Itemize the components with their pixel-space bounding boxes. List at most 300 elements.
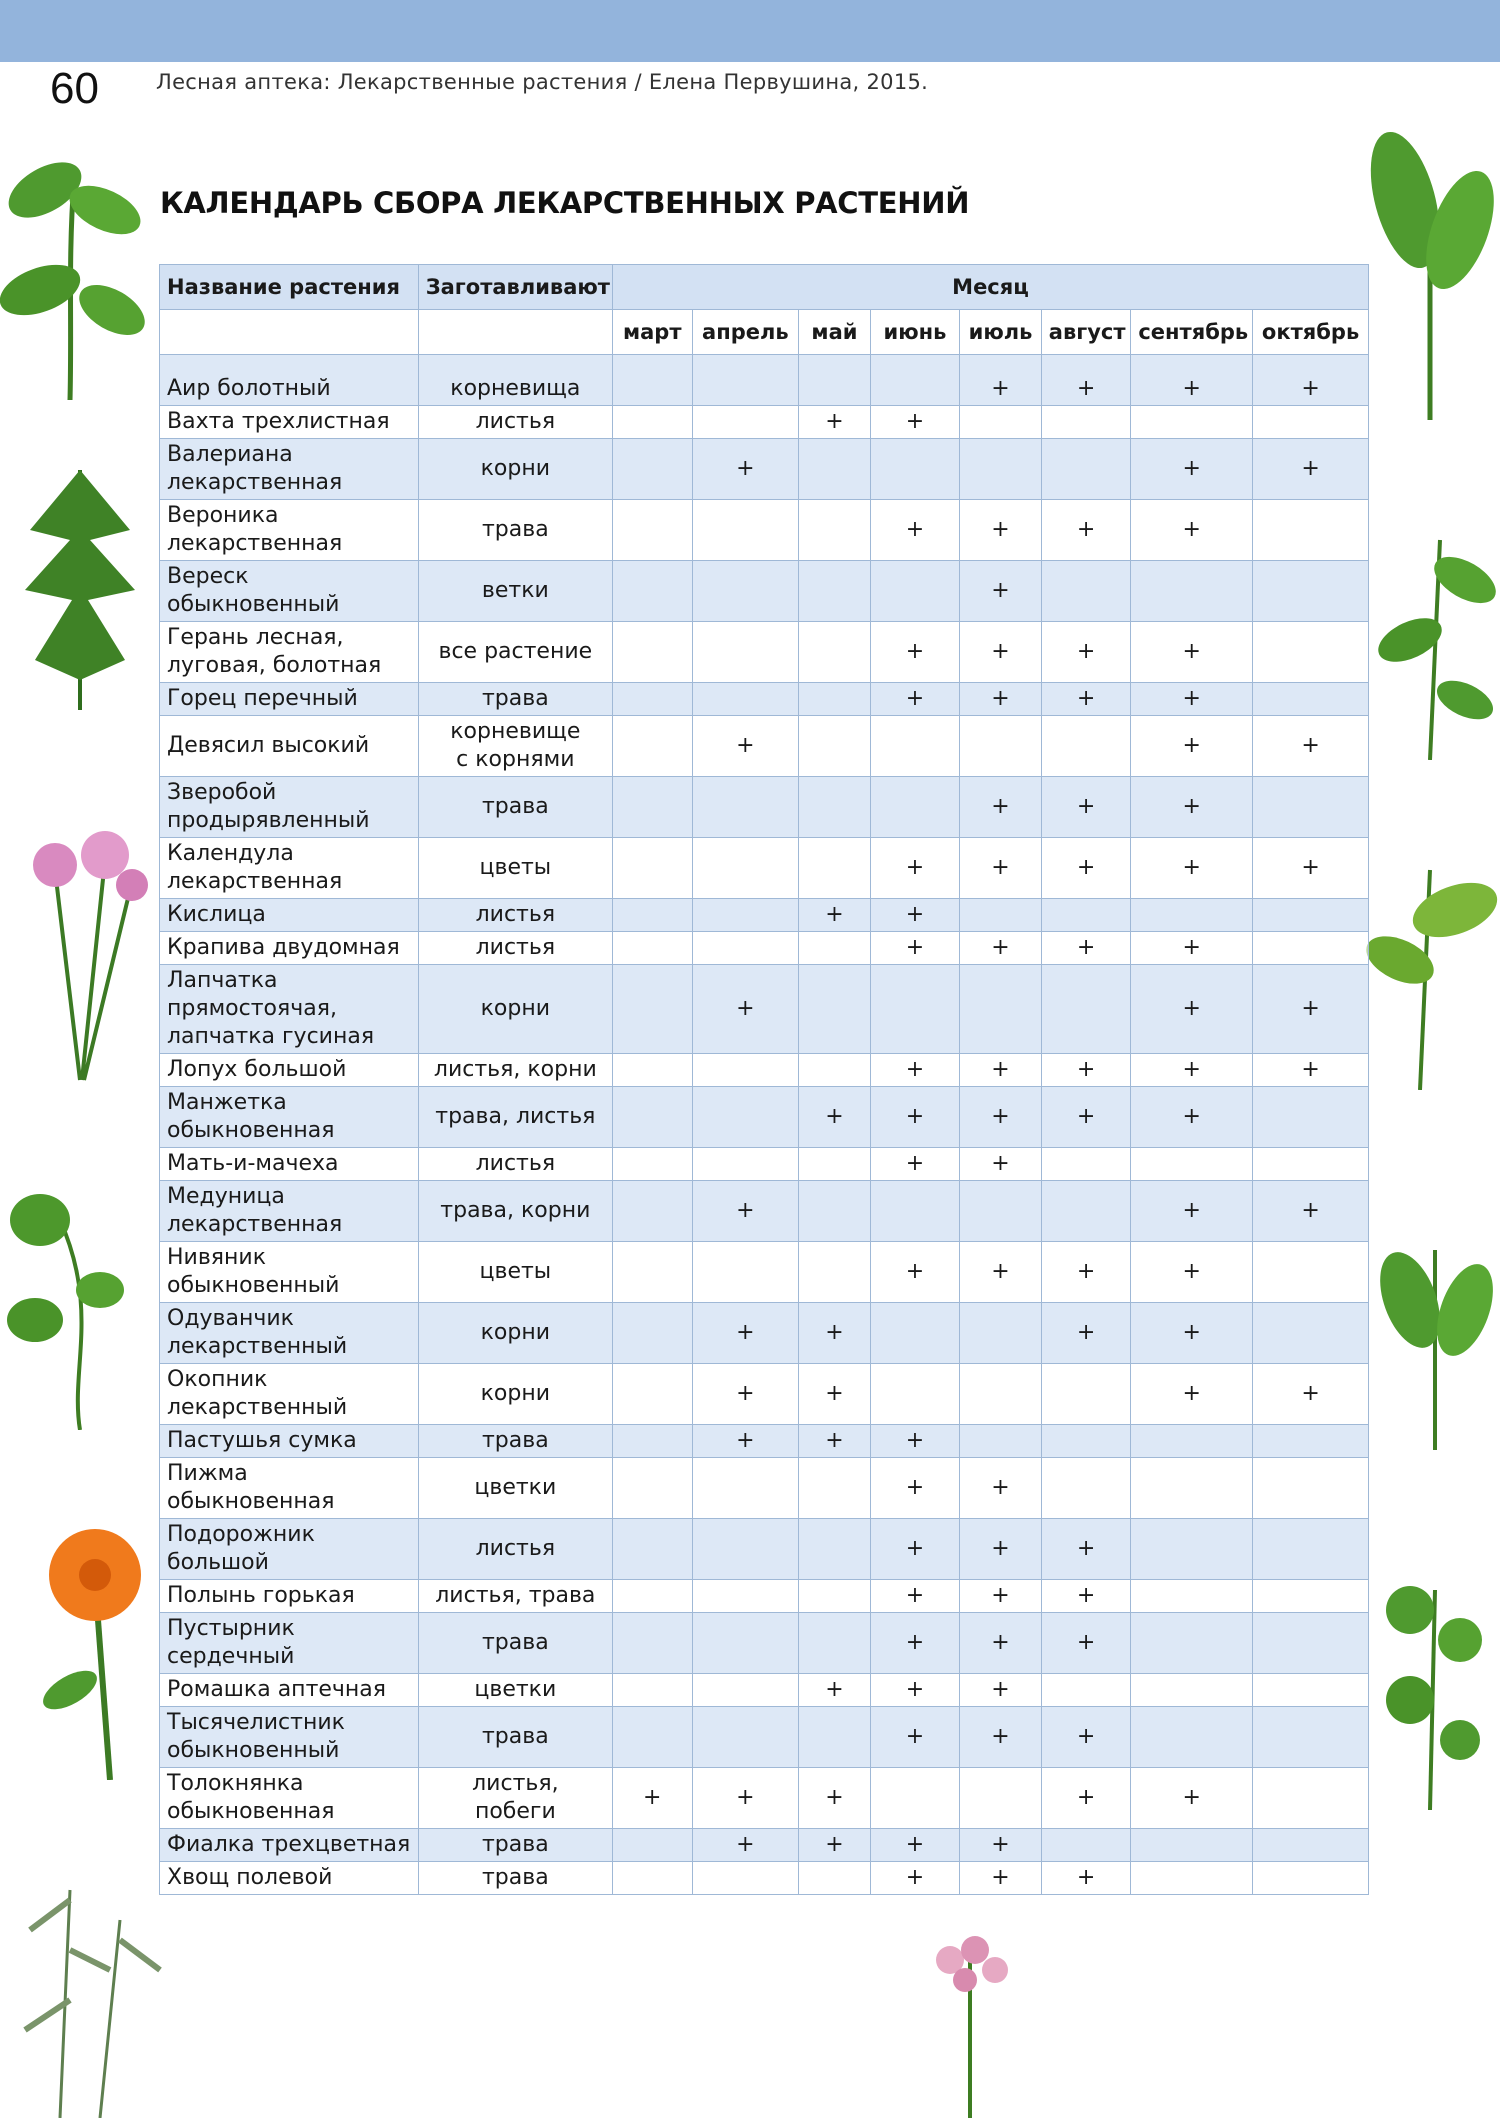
month-mark-cell: + <box>870 1458 960 1519</box>
table-row <box>160 1707 1369 1768</box>
month-mark-cell <box>1041 1364 1131 1425</box>
plant-name-line: Пастушья сумка <box>167 1428 357 1453</box>
month-mark-cell: + <box>692 716 799 777</box>
plant-name-cell <box>160 1425 419 1458</box>
month-mark-cell <box>612 1580 692 1613</box>
month-mark-cell: + <box>960 1674 1042 1707</box>
month-mark-cell: + <box>1041 1054 1131 1087</box>
month-mark-cell <box>612 1613 692 1674</box>
plant-name-cell <box>160 1087 419 1148</box>
month-mark-cell <box>612 1364 692 1425</box>
month-mark-cell <box>612 838 692 899</box>
month-mark-cell <box>1253 1303 1369 1364</box>
month-mark-cell: + <box>870 406 960 439</box>
month-mark-cell <box>692 838 799 899</box>
month-mark-cell <box>799 1458 870 1519</box>
month-mark-cell <box>870 561 960 622</box>
harvested-part-line: трава <box>481 1724 549 1749</box>
harvested-part-cell <box>418 1862 612 1895</box>
month-mark-cell <box>870 965 960 1054</box>
month-mark-cell <box>612 1519 692 1580</box>
month-mark-cell <box>799 965 870 1054</box>
month-mark-cell: + <box>870 899 960 932</box>
harvested-part-line: все растение <box>438 639 593 664</box>
month-mark-cell <box>870 355 960 406</box>
month-mark-cell <box>1253 777 1369 838</box>
month-mark-cell: + <box>1041 1707 1131 1768</box>
month-mark-cell: + <box>870 838 960 899</box>
month-mark-cell <box>692 777 799 838</box>
month-mark-cell <box>692 500 799 561</box>
plant-name-cell <box>160 1054 419 1087</box>
month-mark-cell <box>960 1425 1042 1458</box>
month-mark-cell <box>692 899 799 932</box>
parsley-icon <box>1360 1550 1500 1810</box>
table-row <box>160 899 1369 932</box>
month-mark-cell <box>612 1242 692 1303</box>
month-mark-cell <box>1131 1148 1253 1181</box>
table-row <box>160 1862 1369 1895</box>
month-mark-cell <box>1131 899 1253 932</box>
page-number: 60 <box>50 64 99 113</box>
harvested-part-cell <box>418 965 612 1054</box>
month-mark-cell: + <box>1253 838 1369 899</box>
harvested-part-cell <box>418 838 612 899</box>
month-mark-cell: + <box>960 1458 1042 1519</box>
plant-name-cell <box>160 1707 419 1768</box>
table-row <box>160 439 1369 500</box>
month-mark-cell: + <box>1131 439 1253 500</box>
harvested-part-line: цветки <box>474 1677 557 1702</box>
plant-name-line: обыкновенный <box>167 1738 340 1763</box>
month-mark-cell <box>692 932 799 965</box>
month-mark-cell <box>692 1242 799 1303</box>
plant-name-cell <box>160 1242 419 1303</box>
calendula-flower-icon <box>20 1520 160 1780</box>
table-row <box>160 1181 1369 1242</box>
plant-name-line: Лапчатка <box>167 968 278 993</box>
harvested-part-cell <box>418 406 612 439</box>
blank-header-cell <box>418 310 612 355</box>
month-mark-cell <box>612 406 692 439</box>
month-mark-cell <box>870 1303 960 1364</box>
month-mark-cell: + <box>799 406 870 439</box>
running-head: Лесная аптека: Лекарственные растения / Елена Первушина, 2015. <box>156 70 929 94</box>
plant-name-line: лекарственная <box>167 869 343 894</box>
plant-name-line: Зверобой <box>167 780 277 805</box>
month-mark-cell <box>1041 406 1131 439</box>
table-row <box>160 1829 1369 1862</box>
harvested-part-cell <box>418 1613 612 1674</box>
month-mark-cell: + <box>870 1054 960 1087</box>
month-mark-cell <box>612 932 692 965</box>
month-mark-cell: + <box>960 932 1042 965</box>
harvested-part-line: трава <box>481 686 549 711</box>
month-mark-cell: + <box>1253 439 1369 500</box>
plant-name-line: Герань лесная, <box>167 625 344 650</box>
plant-name-cell <box>160 406 419 439</box>
month-mark-cell <box>692 1519 799 1580</box>
month-mark-cell <box>799 1707 870 1768</box>
month-mark-cell: + <box>1041 500 1131 561</box>
harvested-part-cell <box>418 1054 612 1087</box>
month-mark-cell <box>612 965 692 1054</box>
month-mark-cell: + <box>1131 777 1253 838</box>
harvested-part-line: корни <box>480 456 551 481</box>
month-mark-cell <box>799 1613 870 1674</box>
month-mark-cell <box>1041 561 1131 622</box>
month-mark-cell: + <box>960 1829 1042 1862</box>
harvested-part-line: трава <box>481 794 549 819</box>
month-mark-cell <box>612 561 692 622</box>
month-mark-cell <box>692 1674 799 1707</box>
month-mark-cell <box>1041 1425 1131 1458</box>
month-mark-cell: + <box>799 1303 870 1364</box>
plant-name-line: Ромашка аптечная <box>167 1677 387 1702</box>
month-mark-cell <box>612 1458 692 1519</box>
month-mark-cell: + <box>1041 1242 1131 1303</box>
month-mark-cell <box>1253 622 1369 683</box>
plant-name-line: Вахта трехлистная <box>167 409 390 434</box>
month-mark-cell: + <box>1131 965 1253 1054</box>
month-mark-cell <box>612 622 692 683</box>
month-mark-cell: + <box>870 1425 960 1458</box>
month-mark-cell: + <box>1041 777 1131 838</box>
plant-name-line: луговая, болотная <box>167 653 382 678</box>
table-row <box>160 777 1369 838</box>
harvested-part-line: листья <box>475 902 556 927</box>
month-mark-cell <box>1131 1580 1253 1613</box>
month-mark-cell: + <box>960 1707 1042 1768</box>
month-header-6: август <box>1041 310 1131 355</box>
plant-name-line: лекарственная <box>167 470 343 495</box>
plant-name-cell <box>160 1458 419 1519</box>
plant-name-line: Одуванчик <box>167 1306 294 1331</box>
month-mark-cell: + <box>1253 1054 1369 1087</box>
harvested-part-cell <box>418 1087 612 1148</box>
plant-name-cell <box>160 1148 419 1181</box>
plant-name-line: Тысячелистник <box>167 1710 345 1735</box>
table-row <box>160 1303 1369 1364</box>
month-mark-cell: + <box>1041 355 1131 406</box>
month-header-4: июнь <box>870 310 960 355</box>
harvested-part-cell <box>418 1519 612 1580</box>
month-mark-cell <box>692 406 799 439</box>
top-color-band <box>0 0 1500 62</box>
month-mark-cell <box>960 965 1042 1054</box>
month-mark-cell: + <box>799 1364 870 1425</box>
plant-name-line: лекарственный <box>167 1395 348 1420</box>
plant-name-line: Окопник <box>167 1367 268 1392</box>
month-mark-cell: + <box>870 1707 960 1768</box>
month-mark-cell: + <box>960 838 1042 899</box>
pink-flower-cluster-icon <box>880 1920 1060 2118</box>
table-row <box>160 622 1369 683</box>
month-mark-cell: + <box>1131 838 1253 899</box>
harvested-part-line: листья, корни <box>433 1057 597 1082</box>
plant-name-line: Крапива двудомная <box>167 935 400 960</box>
column-header-month: Месяц <box>612 265 1368 310</box>
plant-name-cell <box>160 1674 419 1707</box>
plant-name-line: обыкновенная <box>167 1799 335 1824</box>
month-mark-cell: + <box>960 355 1042 406</box>
month-mark-cell: + <box>870 500 960 561</box>
month-mark-cell: + <box>870 1613 960 1674</box>
month-mark-cell <box>1041 1148 1131 1181</box>
month-mark-cell: + <box>1131 1303 1253 1364</box>
plant-name-line: обыкновенный <box>167 1273 340 1298</box>
plant-name-line: лекарственная <box>167 1212 343 1237</box>
month-mark-cell: + <box>1041 1580 1131 1613</box>
page-title: КАЛЕНДАРЬ СБОРА ЛЕКАРСТВЕННЫХ РАСТЕНИЙ <box>160 186 970 220</box>
month-mark-cell: + <box>960 1087 1042 1148</box>
month-mark-cell: + <box>960 500 1042 561</box>
plant-name-line: Календула <box>167 841 294 866</box>
harvested-part-cell <box>418 1181 612 1242</box>
month-mark-cell: + <box>1131 622 1253 683</box>
harvested-part-line: корневище <box>450 719 581 744</box>
harvested-part-cell <box>418 1580 612 1613</box>
month-mark-cell <box>1253 1613 1369 1674</box>
month-mark-cell: + <box>870 1087 960 1148</box>
month-mark-cell <box>799 932 870 965</box>
chive-flower-icon <box>10 810 150 1090</box>
plant-name-cell <box>160 932 419 965</box>
month-mark-cell <box>960 716 1042 777</box>
month-mark-cell <box>799 716 870 777</box>
month-mark-cell <box>870 1768 960 1829</box>
harvested-part-cell <box>418 932 612 965</box>
table-row <box>160 1580 1369 1613</box>
month-mark-cell: + <box>692 1303 799 1364</box>
harvested-part-cell <box>418 1458 612 1519</box>
plant-name-cell <box>160 1768 419 1829</box>
harvested-part-line: цветки <box>474 1475 557 1500</box>
month-mark-cell: + <box>870 932 960 965</box>
month-mark-cell: + <box>1131 1242 1253 1303</box>
harvested-part-line: корни <box>480 1381 551 1406</box>
month-header-2: апрель <box>692 310 799 355</box>
table-row <box>160 716 1369 777</box>
plant-name-line: прямостоячая, <box>167 996 337 1021</box>
harvested-part-cell <box>418 500 612 561</box>
month-mark-cell <box>1253 683 1369 716</box>
harvested-part-line: листья, <box>472 1771 559 1796</box>
month-mark-cell <box>1253 1458 1369 1519</box>
plant-name-line: Горец перечный <box>167 686 358 711</box>
month-mark-cell <box>692 355 799 406</box>
harvested-part-line: листья <box>475 1151 556 1176</box>
month-mark-cell <box>1131 1613 1253 1674</box>
plant-name-line: Девясил высокий <box>167 733 370 758</box>
table-row <box>160 683 1369 716</box>
month-mark-cell <box>692 1862 799 1895</box>
month-mark-cell: + <box>1041 1613 1131 1674</box>
plant-name-cell <box>160 355 419 406</box>
month-mark-cell <box>799 1519 870 1580</box>
plant-name-line: обыкновенная <box>167 1118 335 1143</box>
plant-name-line: Толокнянка <box>167 1771 304 1796</box>
month-mark-cell: + <box>960 1054 1042 1087</box>
month-mark-cell <box>799 500 870 561</box>
plant-name-cell <box>160 716 419 777</box>
month-mark-cell <box>1131 406 1253 439</box>
month-mark-cell <box>1253 1087 1369 1148</box>
month-mark-cell: + <box>870 1829 960 1862</box>
month-mark-cell <box>1041 716 1131 777</box>
month-mark-cell: + <box>870 1674 960 1707</box>
harvested-part-cell <box>418 683 612 716</box>
plant-name-cell <box>160 1303 419 1364</box>
harvested-part-line: трава <box>481 1832 549 1857</box>
harvested-part-line: цветы <box>479 1259 552 1284</box>
table-row <box>160 406 1369 439</box>
plant-name-cell <box>160 1862 419 1895</box>
harvested-part-cell <box>418 1674 612 1707</box>
plant-name-cell <box>160 777 419 838</box>
month-header-row <box>160 310 1369 355</box>
month-mark-cell <box>1253 1425 1369 1458</box>
month-mark-cell: + <box>870 1148 960 1181</box>
table-row <box>160 1519 1369 1580</box>
harvested-part-cell <box>418 1242 612 1303</box>
harvested-part-cell <box>418 1768 612 1829</box>
harvested-part-line: цветы <box>479 855 552 880</box>
plant-name-line: Медуница <box>167 1184 285 1209</box>
month-mark-cell <box>799 838 870 899</box>
month-mark-cell <box>1131 1707 1253 1768</box>
month-mark-cell <box>692 622 799 683</box>
month-mark-cell <box>1041 899 1131 932</box>
month-header-3: май <box>799 310 870 355</box>
month-mark-cell: + <box>960 1862 1042 1895</box>
table-row <box>160 1674 1369 1707</box>
month-mark-cell: + <box>870 1580 960 1613</box>
harvested-part-line: трава <box>481 517 549 542</box>
harvested-part-line: листья <box>475 409 556 434</box>
month-mark-cell <box>612 1087 692 1148</box>
month-mark-cell <box>1253 1519 1369 1580</box>
month-mark-cell <box>612 1707 692 1768</box>
plant-name-cell <box>160 561 419 622</box>
table-row <box>160 1054 1369 1087</box>
harvested-part-line: трава, листья <box>435 1104 596 1129</box>
harvested-part-cell <box>418 355 612 406</box>
plant-name-line: Нивяник <box>167 1245 267 1270</box>
month-mark-cell <box>870 1181 960 1242</box>
month-mark-cell: + <box>1253 1181 1369 1242</box>
table-row <box>160 1425 1369 1458</box>
plant-name-line: Пустырник <box>167 1616 295 1641</box>
month-mark-cell <box>692 1054 799 1087</box>
month-mark-cell: + <box>1131 355 1253 406</box>
table-row <box>160 1458 1369 1519</box>
month-mark-cell: + <box>1131 1087 1253 1148</box>
month-mark-cell <box>1253 1707 1369 1768</box>
month-mark-cell <box>692 1707 799 1768</box>
month-mark-cell <box>1253 932 1369 965</box>
harvested-part-line: корни <box>480 996 551 1021</box>
month-mark-cell: + <box>692 1425 799 1458</box>
month-mark-cell: + <box>1041 1519 1131 1580</box>
month-mark-cell: + <box>1131 1054 1253 1087</box>
harvested-part-line: листья, трава <box>435 1583 596 1608</box>
month-mark-cell: + <box>960 622 1042 683</box>
month-mark-cell <box>692 1580 799 1613</box>
month-mark-cell <box>799 561 870 622</box>
month-mark-cell <box>1253 1148 1369 1181</box>
plant-name-line: Кислица <box>167 902 266 927</box>
table-row <box>160 1148 1369 1181</box>
month-mark-cell <box>1041 965 1131 1054</box>
plant-name-line: обыкновенный <box>167 592 340 617</box>
month-mark-cell <box>612 1674 692 1707</box>
month-mark-cell <box>612 500 692 561</box>
month-mark-cell <box>1131 1862 1253 1895</box>
month-mark-cell <box>1131 1458 1253 1519</box>
plant-name-line: Мать-и-мачеха <box>167 1151 339 1176</box>
plant-name-cell <box>160 1829 419 1862</box>
month-mark-cell: + <box>799 1425 870 1458</box>
month-mark-cell <box>1253 1862 1369 1895</box>
month-mark-cell: + <box>1253 1364 1369 1425</box>
table-row <box>160 1087 1369 1148</box>
month-mark-cell <box>1253 1829 1369 1862</box>
month-mark-cell <box>960 439 1042 500</box>
month-mark-cell: + <box>1253 355 1369 406</box>
month-header-7: сентябрь <box>1131 310 1253 355</box>
month-mark-cell: + <box>1041 622 1131 683</box>
month-mark-cell: + <box>692 1829 799 1862</box>
month-mark-cell: + <box>799 1087 870 1148</box>
month-mark-cell <box>799 1181 870 1242</box>
harvested-part-line: с корнями <box>456 747 575 772</box>
harvested-part-cell <box>418 899 612 932</box>
leafy-branch-icon <box>1370 520 1500 760</box>
harvested-part-cell <box>418 1425 612 1458</box>
harvested-part-cell <box>418 716 612 777</box>
month-mark-cell <box>1253 1580 1369 1613</box>
harvested-part-cell <box>418 561 612 622</box>
plant-name-cell <box>160 683 419 716</box>
table-row <box>160 355 1369 406</box>
mint-plant-icon <box>0 120 150 400</box>
plant-name-cell <box>160 1181 419 1242</box>
month-mark-cell <box>870 716 960 777</box>
plant-name-line: Подорожник <box>167 1522 315 1547</box>
month-header-8: октябрь <box>1253 310 1369 355</box>
month-mark-cell <box>692 1458 799 1519</box>
plant-name-cell <box>160 622 419 683</box>
month-mark-cell <box>692 1087 799 1148</box>
month-mark-cell <box>1253 1242 1369 1303</box>
month-mark-cell <box>799 355 870 406</box>
plant-name-line: Полынь горькая <box>167 1583 355 1608</box>
column-header-harvested-part: Заготавливают <box>418 265 612 310</box>
month-mark-cell <box>1253 1768 1369 1829</box>
month-mark-cell <box>1131 1829 1253 1862</box>
month-mark-cell: + <box>1041 1303 1131 1364</box>
month-mark-cell: + <box>1041 683 1131 716</box>
table-row <box>160 1364 1369 1425</box>
month-mark-cell: + <box>1131 716 1253 777</box>
plant-name-line: Вереск <box>167 564 249 589</box>
month-mark-cell <box>1253 406 1369 439</box>
table-row <box>160 932 1369 965</box>
table-row <box>160 1613 1369 1674</box>
month-mark-cell: + <box>960 1519 1042 1580</box>
table-row <box>160 1768 1369 1829</box>
